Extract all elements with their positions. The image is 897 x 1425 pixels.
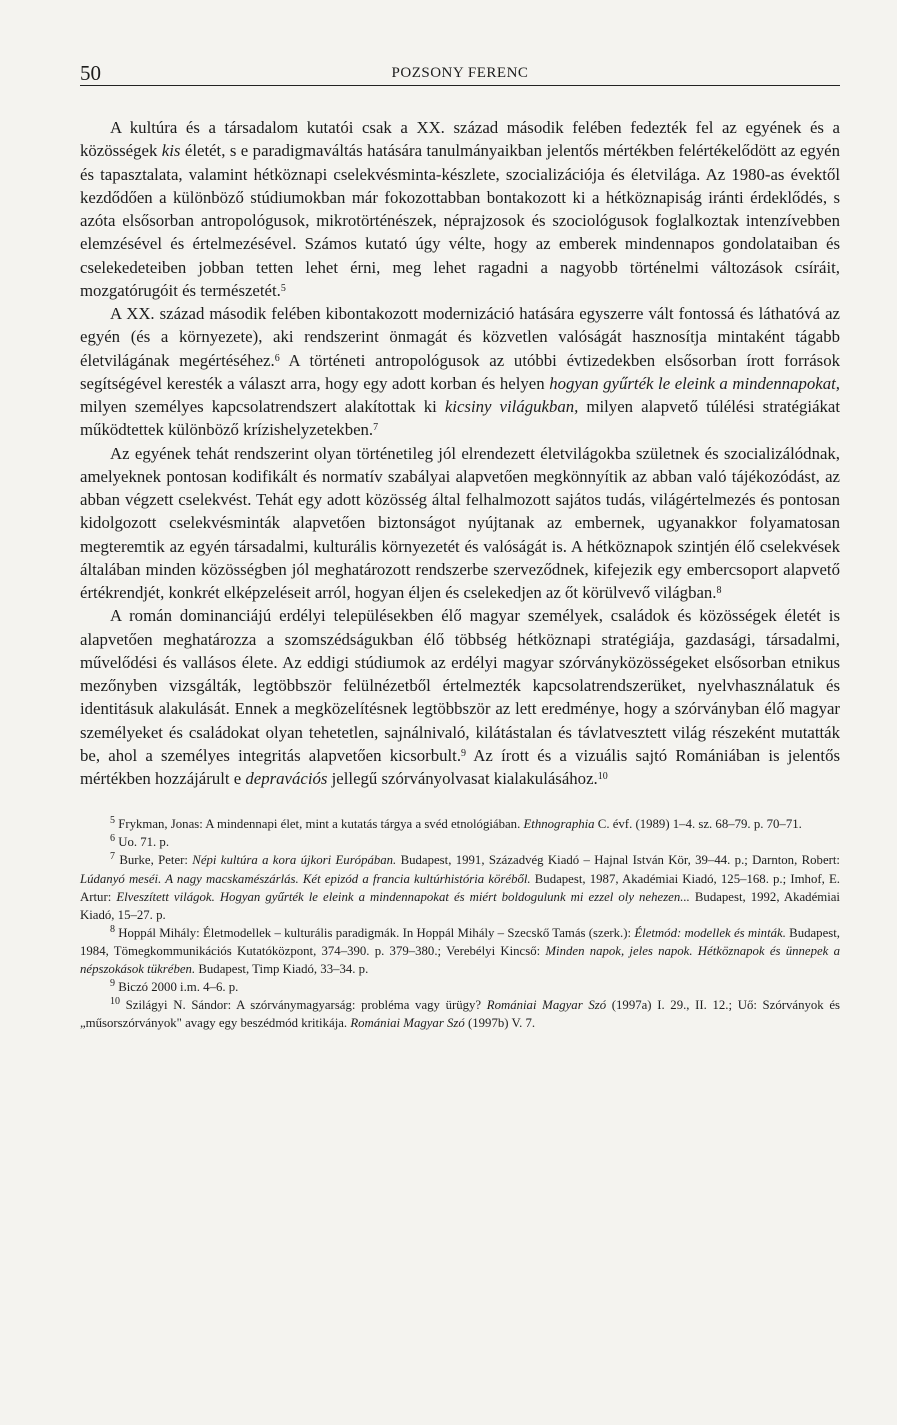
italic-text: depravációs bbox=[245, 769, 328, 788]
italic-text: Ethnographia bbox=[523, 817, 595, 832]
footnote-ref: 6 bbox=[110, 833, 115, 845]
text-run: (1997b) V. 7. bbox=[464, 1016, 536, 1031]
italic-text: Népi kultúra a kora újkori Európában. bbox=[192, 853, 397, 868]
text-run: Burke, Peter: bbox=[115, 853, 193, 868]
text-run: Az egyének tehát rendszerint olyan történetileg jól elrendezett életvilágokba születnek és szocializálódnak, amelyeknek pontosan kodifikált és normatív szabályai alapvetően megkönnyítik az abban való tájékozódást, az abban végzett cselekvést. Tehát egy adott közösség által felhalmozott sajátos tudás, világértelmezés és pontosan kidolgozott cselekvésminták alapvetően biztonságot nyújtanak az embernek, ugyanakkor folyamatosan megteremtik az egyén társadalmi, kulturális környezetét és valóságát is. A hétköznapok szintjén élő cselekvések általában minden közösségben jól meghatározott rendszerbe szerveződnek, kifejezik egy embercsoport alapvető értékrendjét, konkrét elképzeléseit arról, hogyan éljen és cselekedjen az őt körülvevő világban. bbox=[80, 443, 840, 602]
text-run: Budapest, 1991, Századvég Kiadó – Hajnal István Kör, 39–44. p.; Darnton, Robert: bbox=[396, 853, 840, 868]
text-run: C. évf. (1989) 1–4. sz. 68–79. p. 70–71. bbox=[594, 817, 802, 832]
footnote-ref: 5 bbox=[110, 815, 115, 827]
text-run: jellegű szórványolvasat kialakulásához. bbox=[327, 769, 598, 788]
text-run: Biczó 2000 i.m. 4–6. p. bbox=[115, 980, 239, 995]
text-run: Budapest, 1987, Akadémiai Kiadó, 125–168. p.; Imhof, E. Artur: bbox=[80, 871, 840, 904]
footnote-ref: 10 bbox=[597, 771, 608, 782]
italic-text: kicsiny világukban, bbox=[444, 397, 579, 416]
footnote bbox=[80, 924, 840, 978]
text-run: milyen alapvető túlélési stratégiákat működtettek különböző krízishelyzetekben. bbox=[80, 397, 841, 440]
footnote bbox=[80, 815, 840, 833]
footnote bbox=[80, 996, 840, 1032]
italic-text: kis bbox=[161, 141, 181, 161]
text-run: Szilágyi N. Sándor: A szórványmagyarság: probléma vagy ürügy? bbox=[120, 998, 487, 1013]
footnote-ref: 9 bbox=[110, 978, 115, 990]
text-run: Budapest, Timp Kiadó, 33–34. p. bbox=[195, 962, 369, 976]
paragraph bbox=[80, 442, 840, 605]
italic-text: Minden napok, jeles napok. Hétköznapok és ünnepek a népszokások tükrében. bbox=[80, 943, 840, 976]
text-run: A kultúra és a társadalom kutatói csak a XX. század második felében fedezték fel az egyének és a közösségek bbox=[80, 118, 840, 161]
footnotes bbox=[80, 815, 840, 1032]
text-run: Budapest, 1992, Akadémiai Kiadó, 15–27. p. bbox=[80, 889, 840, 922]
footnote-ref: 5 bbox=[280, 282, 286, 294]
page-header bbox=[80, 60, 840, 86]
footnote-ref: 9 bbox=[461, 747, 467, 759]
text-run: milyen személyes kapcsolatrendszert alakítottak ki bbox=[80, 397, 445, 416]
running-head: POZSONY FERENC bbox=[391, 65, 529, 81]
book-page bbox=[80, 60, 840, 1032]
footnote-ref: 10 bbox=[110, 996, 120, 1008]
text-run: A XX. század második felében kibontakozott modernizáció hatására egyszerre vált fontossá és láthatóvá az egyén (és a környezete), aki rendszerint önmagát és közvetlen valóságát hasznosítja mintaként tágabb életvilágának megértéséhez. bbox=[80, 304, 840, 370]
italic-text: Elveszített világok. Hogyan gyűrték le eleink a mindennapokat és miért boldogulunk mi ezzel oly nehezen... bbox=[116, 889, 690, 904]
italic-text: hogyan gyűrték le eleink a mindennapokat, bbox=[549, 373, 840, 393]
italic-text: Lúdanyó meséi. A nagy macskamészárlás. Két epizód a francia kultúrhistória köréből. bbox=[80, 871, 531, 886]
footnote-ref: 7 bbox=[373, 422, 379, 434]
main-text bbox=[80, 116, 840, 790]
footnote-ref: 8 bbox=[716, 585, 722, 596]
text-run: Az írott és a vizuális sajtó Romániában is jelentős mértékben hozzájárult e bbox=[80, 745, 840, 788]
italic-text: Romániai Magyar Szó bbox=[350, 1016, 465, 1031]
footnote bbox=[80, 851, 840, 923]
text-run: A történeti antropológusok az utóbbi évtizedekben elsősorban írott források segítségével keresték a választ arra, hogy egy adott korban és helyen bbox=[80, 350, 840, 393]
text-run: életét, s e paradigmaváltás hatására tanulmányaikban jelentős mértékben felértékelődött az egyén és tapasztalata, valamint hétköznapi cselekvésminta-készlete, szocializációja és életvilága. Az 1980-as évektől kezdődően a különböző stúdiumokban már fokozottabban bontakozott ki a hétköznapiság iránti érdeklődés, s azóta elsősorban antropológusok, mikrotörténészek, néprajzosok és szociológusok foglalkoztak intenzívebben elemzésével és értelmezésével. Számos kutató úgy vélte, hogy az emberek mindennapos gondolataiban és cselekedeteiben jobban tetten lehet érni, meg lehet ragadni a nagyobb történelmi változások csíráit, mozgatórugóit és természetét. bbox=[80, 141, 840, 300]
text-run: Frykman, Jonas: A mindennapi élet, mint a kutatás tárgya a svéd etnológiában. bbox=[115, 817, 524, 832]
footnote-ref: 6 bbox=[274, 352, 280, 364]
footnote bbox=[80, 978, 840, 996]
text-run: Hoppál Mihály: Életmodellek – kulturális paradigmák. In Hoppál Mihály – Szecskő Tamás (szerk.): bbox=[115, 925, 635, 940]
footnote-ref: 7 bbox=[110, 851, 115, 863]
page-number: 50 bbox=[80, 61, 101, 85]
text-run: Budapest, 1984, Tömegkommunikációs Kutatóközpont, 374–390. p. 379–380.; Verebélyi Kincső: bbox=[80, 925, 840, 958]
text-run: Uo. 71. p. bbox=[115, 835, 170, 850]
footnote bbox=[80, 833, 840, 851]
italic-text: Életmód: modellek és minták. bbox=[634, 925, 786, 940]
paragraph bbox=[80, 302, 840, 442]
italic-text: Romániai Magyar Szó bbox=[486, 998, 607, 1013]
text-run: (1997a) I. 29., II. 12.; Uő: Szórványok és „műsorszórványok" avagy egy beszédmód kritikája. bbox=[80, 998, 840, 1031]
paragraph bbox=[80, 604, 840, 790]
text-run: A román dominanciájú erdélyi településekben élő magyar személyek, családok és közösségek életét is alapvetően meghatározza a szomszédságukban élő többség hétköznapi stratégiája, gazdasági, társadalmi, művelődési és vallásos élete. Az eddigi stúdiumok az erdélyi magyar szórványközösségeket elsősorban etnikus mezőnyben vizsgálták, legtöbbször felülnézetből értelmezték kapcsolatrendszerüket, nyelvhasználatuk és identitásuk alakulását. Ennek a megközelítésnek legtöbbször az lett eredménye, hogy a szórványban élő magyar személyeket és családokat olyan tehetetlen, sajnálnivaló, kilátástalan és távlatvesztett világ részeként mutatták be, ahol a személyes integritás alapvetően kicsorbult. bbox=[80, 606, 840, 765]
footnote-ref: 8 bbox=[110, 923, 115, 935]
paragraph bbox=[80, 116, 840, 302]
